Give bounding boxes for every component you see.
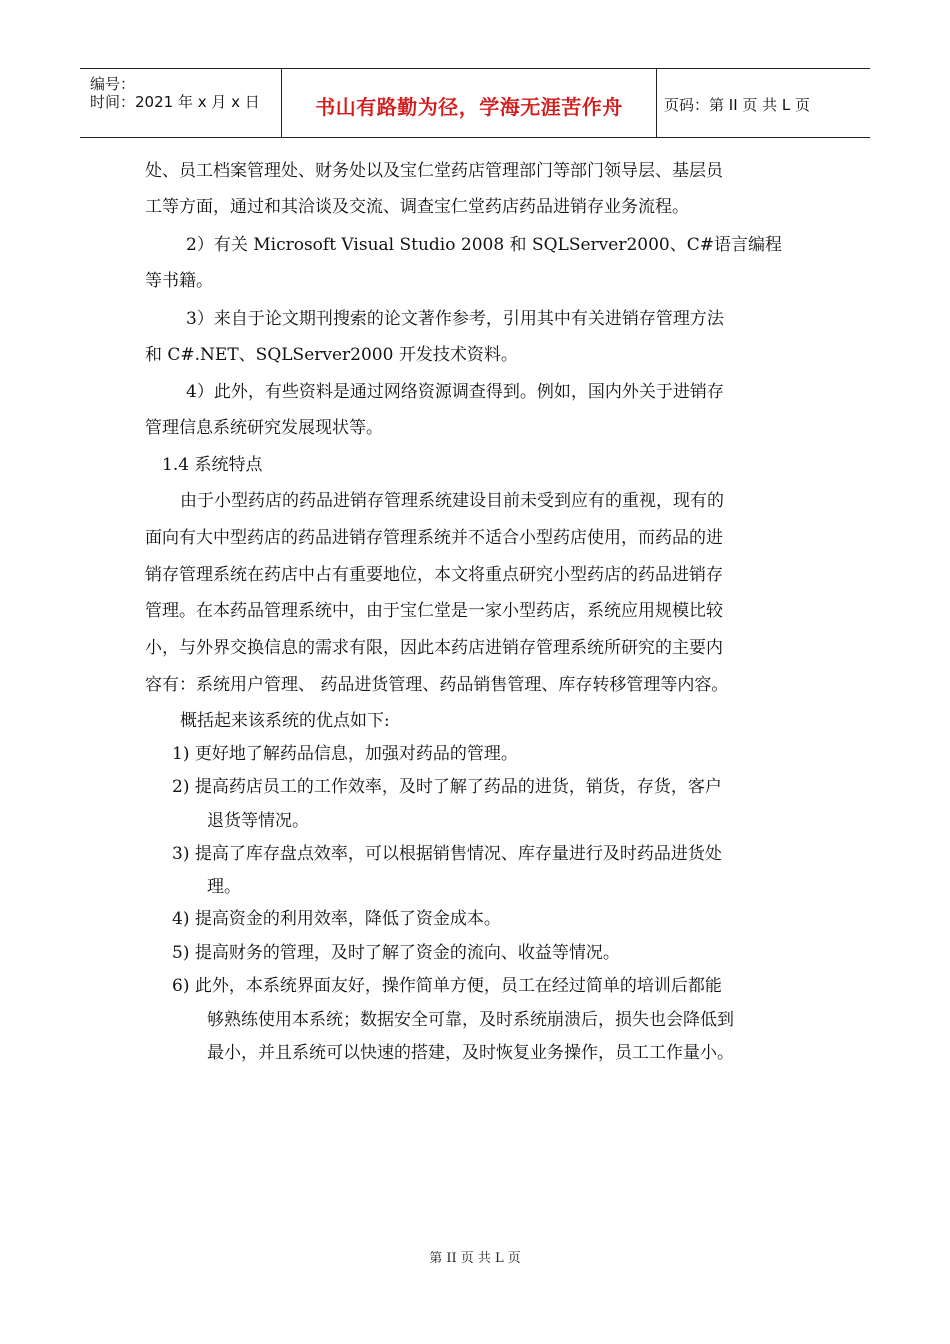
- list-item: 6) 此外，本系统界面友好，操作简单方便，员工在经过简单的培训后都能: [172, 976, 722, 996]
- list-item: 5) 提高财务的管理，及时了解了资金的流向、收益等情况。: [172, 943, 620, 963]
- list-item-continuation: 理。: [207, 877, 241, 897]
- list-item: 1) 更好地了解药品信息，加强对药品的管理。: [172, 744, 518, 764]
- serial-number-label: 编号：: [90, 75, 136, 93]
- body-line: 面向有大中型药店的药品进销存管理系统并不适合小型药店使用，而药品的进: [145, 528, 723, 548]
- body-line: 小，与外界交换信息的需求有限，因此本药店进销存管理系统所研究的主要内: [145, 638, 723, 658]
- list-item: 4) 提高资金的利用效率，降低了资金成本。: [172, 909, 501, 929]
- header-motto-cell: [281, 69, 657, 137]
- body-line: 和 C#.NET、SQLServer2000 开发技术资料。: [145, 345, 518, 365]
- list-item: 2) 提高药店员工的工作效率，及时了解了药品的进货，销货，存货，客户: [172, 777, 722, 797]
- list-item: 3) 提高了库存盘点效率，可以根据销售情况、库存量进行及时药品进货处: [172, 844, 722, 864]
- body-line: 管理信息系统研究发展现状等。: [145, 418, 383, 438]
- document-header: [80, 68, 870, 138]
- header-page-info: 页码：第 II 页 共 L 页: [664, 96, 811, 114]
- body-line: 工等方面，通过和其洽谈及交流、调查宝仁堂药店药品进销存业务流程。: [145, 197, 689, 217]
- body-line: 管理。在本药品管理系统中，由于宝仁堂是一家小型药店，系统应用规模比较: [145, 601, 723, 621]
- date-label: 时间：2021 年 x 月 x 日: [90, 93, 260, 111]
- page-footer: 第 II 页 共 L 页: [429, 1251, 521, 1266]
- body-line: 概括起来该系统的优点如下:: [180, 711, 390, 731]
- body-line: 容有：系统用户管理、 药品进货管理、药品销售管理、库存转移管理等内容。: [145, 675, 729, 695]
- body-line: 由于小型药店的药品进销存管理系统建设目前未受到应有的重视，现有的: [180, 491, 724, 511]
- body-line: 销存管理系统在药店中占有重要地位，本文将重点研究小型药店的药品进销存: [145, 565, 723, 585]
- body-line: 处、员工档案管理处、财务处以及宝仁堂药店管理部门等部门领导层、基层员: [145, 161, 723, 181]
- motto-text: 书山有路勤为径，学海无涯苦作舟: [315, 95, 623, 119]
- header-page-cell: [656, 69, 870, 137]
- list-item-continuation: 退货等情况。: [207, 811, 309, 831]
- list-item-continuation: 够熟练使用本系统；数据安全可靠，及时系统崩溃后，损失也会降低到: [207, 1010, 734, 1030]
- body-line: 4）此外，有些资料是通过网络资源调查得到。例如，国内外关于进销存: [186, 382, 724, 402]
- body-line: 等书籍。: [145, 271, 213, 291]
- header-left-cell: [80, 69, 280, 137]
- section-heading: 1.4 系统特点: [162, 455, 263, 475]
- body-line: 3）来自于论文期刊搜索的论文著作参考，引用其中有关进销存管理方法: [186, 309, 724, 329]
- list-item-continuation: 最小，并且系统可以快速的搭建，及时恢复业务操作，员工工作量小。: [207, 1043, 734, 1063]
- body-line: 2）有关 Microsoft Visual Studio 2008 和 SQLServer2000、C#语言编程: [186, 235, 782, 255]
